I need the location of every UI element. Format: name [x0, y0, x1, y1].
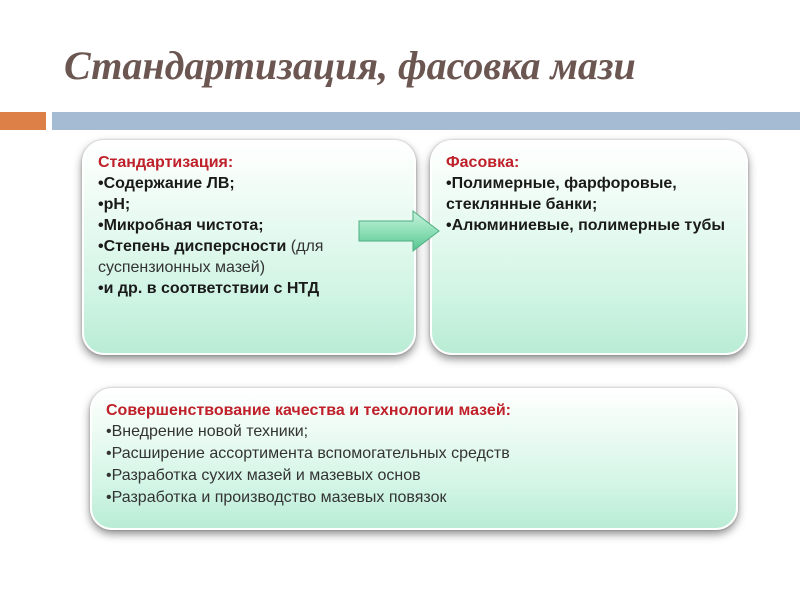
right-arrow-icon [357, 209, 441, 253]
improvement-item: •Разработка сухих мазей и мазевых основ [106, 467, 421, 484]
improvement-item: •Внедрение новой техники; [106, 423, 309, 440]
improvement-heading: Совершенствование качества и технологии мазей: [106, 402, 511, 419]
improvement-item: •Расширение ассортимента вспомогательных средств [106, 445, 510, 462]
standardization-item: •Микробная чистота; [98, 217, 264, 234]
improvement-box [90, 388, 738, 530]
accent-bar-orange [0, 112, 46, 130]
packaging-item: •Полимерные, фарфоровые, стеклянные банки; [446, 175, 677, 213]
packaging-box [430, 140, 748, 355]
standardization-item: •Содержание ЛВ; [98, 175, 235, 192]
standardization-item: •pH; [98, 196, 131, 213]
improvement-item: •Разработка и производство мазевых повязок [106, 489, 447, 506]
accent-bar-blue [52, 112, 800, 130]
dispersity-normal-text: (для суспензионных мазей) [98, 238, 324, 276]
standardization-item: •и др. в соответствии с НТД [98, 280, 320, 297]
page-title: Стандартизация, фасовка мази [64, 43, 636, 88]
packaging-item: •Алюминиевые, полимерные тубы [446, 217, 726, 234]
standardization-heading: Стандартизация: [98, 154, 234, 171]
dispersity-bold-text: •Степень дисперсности [98, 238, 287, 255]
packaging-heading: Фасовка: [446, 154, 520, 171]
